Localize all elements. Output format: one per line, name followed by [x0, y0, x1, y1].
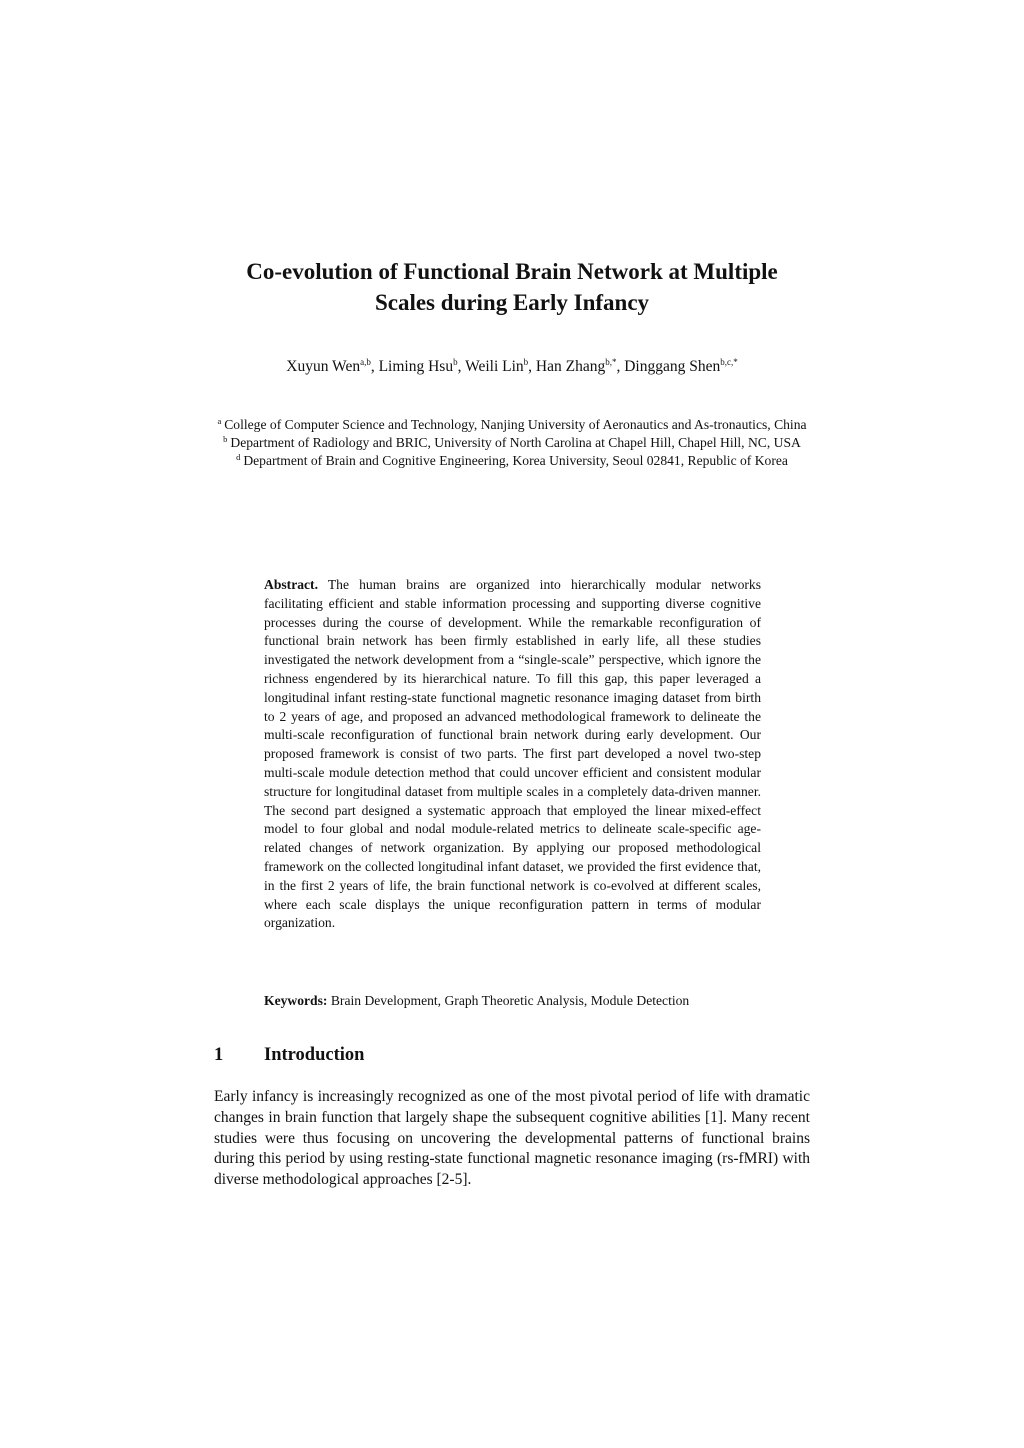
- author: Weili Lin$^b$,: [465, 357, 536, 375]
- affiliation-mark: a: [217, 416, 222, 426]
- author-affiliation-mark: b: [523, 357, 529, 367]
- affiliation: [212, 434, 812, 452]
- affiliation: [212, 452, 812, 470]
- section-title: Introduction: [264, 1045, 365, 1065]
- title-line-1: Co-evolution of Functional Brain Network at Multiple: [246, 259, 778, 284]
- affiliation-mark: d: [236, 452, 241, 462]
- author-name: Han Zhang: [535, 358, 606, 375]
- author-name: Liming Hsu: [378, 358, 454, 375]
- section-heading: [214, 1043, 614, 1067]
- keywords-label: Keywords:: [264, 993, 328, 1008]
- author-affiliation-mark: b: [453, 357, 458, 367]
- author-affiliation-mark: b,*: [605, 357, 617, 367]
- abstract-label: Abstract.: [264, 577, 318, 592]
- keywords-text: Brain Development, Graph Theoretic Analysis, Module Detection: [330, 993, 690, 1008]
- abstract-text: The human brains are organized into hierarchically modular networks facilitating efficient and stable information processing and supporting diverse cognitive processes during the course of development. While the remarkable reconfiguration of functional brain network has been firmly established in early life, all these studies investigated the network development from a “single-scale” perspective, which ignore the richness engendered by its hierarchical nature. To fill this gap, this paper leveraged a longitudinal infant resting-state functional magnetic resonance imaging dataset from birth to 2 years of age, and proposed an advanced methodological framework to delineate the multi-scale reconfiguration of functional brain network during early development. Our proposed framework is consist of two parts. The first part developed a novel two-step multi-scale module detection method that could uncover efficient and consistent modular structure for longitudinal dataset from multiple scales in a completely data-driven manner. The second part designed a systematic approach that employed the linear mixed-effect model to four global and nodal module-related metrics to delineate scale-specific age-related changes of network organization. By applying our proposed methodological framework on the collected longitudinal infant dataset, we provided the first evidence that, in the first 2 years of life, the brain functional network is co-evolved at different scales, where each scale displays the unique reconfiguration pattern in terms of modular organization.: [264, 577, 762, 931]
- author-name: Dinggang Shen: [624, 358, 721, 375]
- keywords: [264, 991, 784, 1010]
- author: Han Zhang$^{b,*}$,: [535, 357, 625, 375]
- affiliation: [212, 416, 812, 434]
- author-name: Xuyun Wen: [286, 358, 361, 375]
- affiliation-mark: b: [223, 434, 228, 444]
- affiliation-text: Department of Brain and Cognitive Engineering, Korea University, Seoul 02841, Republic of Korea: [243, 453, 788, 468]
- author-affiliation-mark: a,b: [360, 357, 371, 367]
- author-name: Weili Lin: [465, 358, 524, 375]
- affiliation-list: [212, 416, 812, 470]
- author-list: [212, 357, 812, 377]
- author-affiliation-mark: b,c,*: [720, 357, 738, 367]
- introduction-paragraph: Early infancy is increasingly recognized as one of the most pivotal period of life with dramatic changes in brain function that largely shape the subsequent cognitive abilities [1]. Many recent studies were thus focusing on uncovering the developmental patterns of functional brains during this period by using resting-state functional magnetic resonance imaging (rs-fMRI) with diverse methodological approaches [2-5].: [214, 1088, 810, 1189]
- author: Xuyun Wen$^{a,b}$,: [286, 357, 379, 375]
- affiliation-text: Department of Radiology and BRIC, University of North Carolina at Chapel Hill, Chapel Hill, NC, USA: [230, 435, 801, 450]
- paper-title: [212, 256, 812, 318]
- affiliation-text: College of Computer Science and Technology, Nanjing University of Aeronautics and As-tronautics, China: [224, 417, 807, 432]
- section-number: 1: [214, 1045, 224, 1065]
- author: [624, 358, 738, 375]
- abstract: [264, 576, 761, 933]
- title-line-2: Scales during Early Infancy: [374, 290, 650, 315]
- author: Liming Hsu$^b$,: [378, 357, 466, 375]
